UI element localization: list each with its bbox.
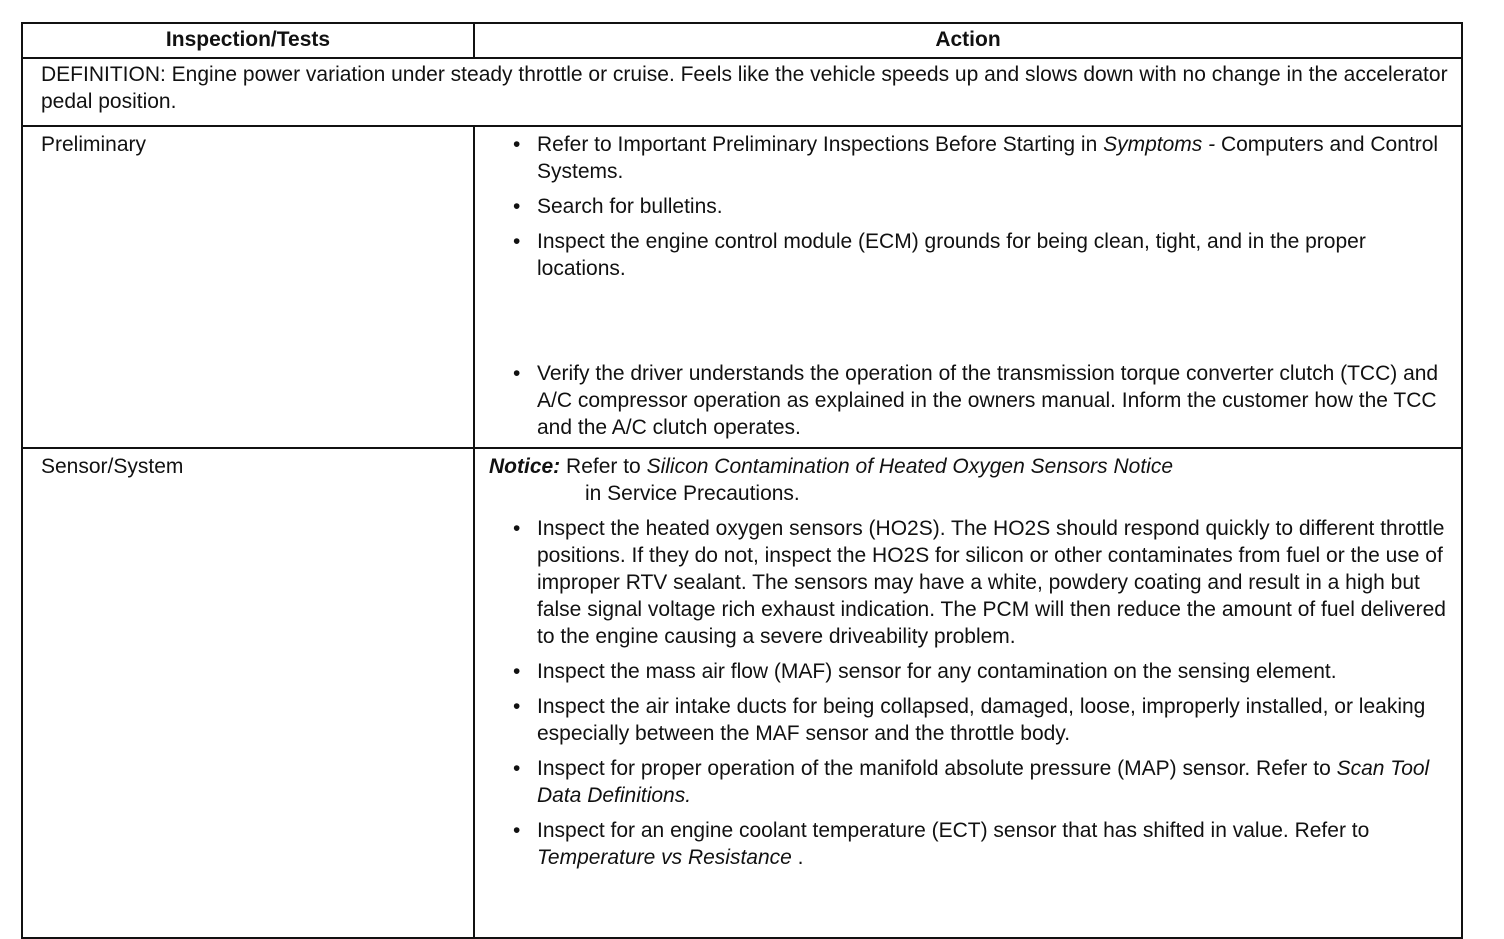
list-item: • Inspect the mass air flow (MAF) sensor for any contamination on the sensing element. [513, 660, 1337, 683]
bullet-icon: • [513, 517, 521, 540]
preliminary-list [489, 131, 1449, 441]
list-item: • Search for bulletins. [513, 195, 723, 218]
bullet-icon: • [513, 660, 521, 683]
preliminary-actions [474, 126, 1462, 448]
list-item: • Inspect the air intake ducts for being collapsed, damaged, loose, improperly installed, or leaking especially between the MAF sensor and the throttle body. [513, 695, 1426, 745]
diagnostic-table [21, 22, 1463, 939]
bullet-icon: • [513, 195, 521, 218]
header-row [22, 23, 1462, 58]
sensor-system-label: Sensor/System [22, 448, 474, 938]
list-item: • Inspect for proper operation of the manifold absolute pressure (MAP) sensor. Refer to Scan Tool Data Definitions. [513, 757, 1430, 807]
notice-reference: Silicon Contamination of Heated Oxygen Sensors Notice [646, 455, 1174, 478]
list-item: • Inspect the engine control module (ECM) grounds for being clean, tight, and in the proper locations. [513, 230, 1366, 280]
list-item: • Inspect for an engine coolant temperature (ECT) sensor that has shifted in value. Refer to Temperature vs Resistance . [513, 819, 1370, 869]
bullet-icon: • [513, 819, 521, 842]
sensor-system-list [489, 515, 1449, 871]
bullet-icon: • [513, 133, 521, 156]
spacer [489, 290, 1449, 352]
bullet-icon: • [513, 695, 521, 718]
list-item: • Verify the driver understands the operation of the transmission torque converter clutch (TCC) and A/C compressor operation as explained in the owners manual. Inform the customer how the TCC and the A/C clutch operates. [513, 362, 1439, 439]
sensor-system-actions [474, 448, 1462, 938]
notice-block: Notice: Refer to Silicon Contamination of Heated Oxygen Sensors Notice in Service Precautions. [489, 455, 1174, 505]
definition-row [22, 58, 1462, 126]
header-action: Action [474, 23, 1462, 58]
preliminary-label: Preliminary [22, 126, 474, 448]
preliminary-row [22, 126, 1462, 448]
notice-label: Notice: [489, 455, 561, 478]
list-item: • Refer to Important Preliminary Inspections Before Starting in Symptoms - Computers and Control Systems. [513, 133, 1439, 183]
bullet-icon: • [513, 362, 521, 385]
definition-text: DEFINITION: Engine power variation under steady throttle or cruise. Feels like the vehicle speeds up and slows down with no change in the accelerator pedal position. [22, 58, 1462, 126]
list-item: • Inspect the heated oxygen sensors (HO2S). The HO2S should respond quickly to different throttle positions. If they do not, inspect the HO2S for silicon or other contaminates from fuel or the use of improper RTV sealant. The sensors may have a white, powdery coating and result in a high but false signal voltage rich exhaust indication. The PCM will then reduce the amount of fuel delivered to the engine causing a severe driveability problem. [513, 517, 1446, 648]
header-inspection-tests: Inspection/Tests [22, 23, 474, 58]
bullet-icon: • [513, 757, 521, 780]
sensor-system-row [22, 448, 1462, 938]
bullet-icon: • [513, 230, 521, 253]
